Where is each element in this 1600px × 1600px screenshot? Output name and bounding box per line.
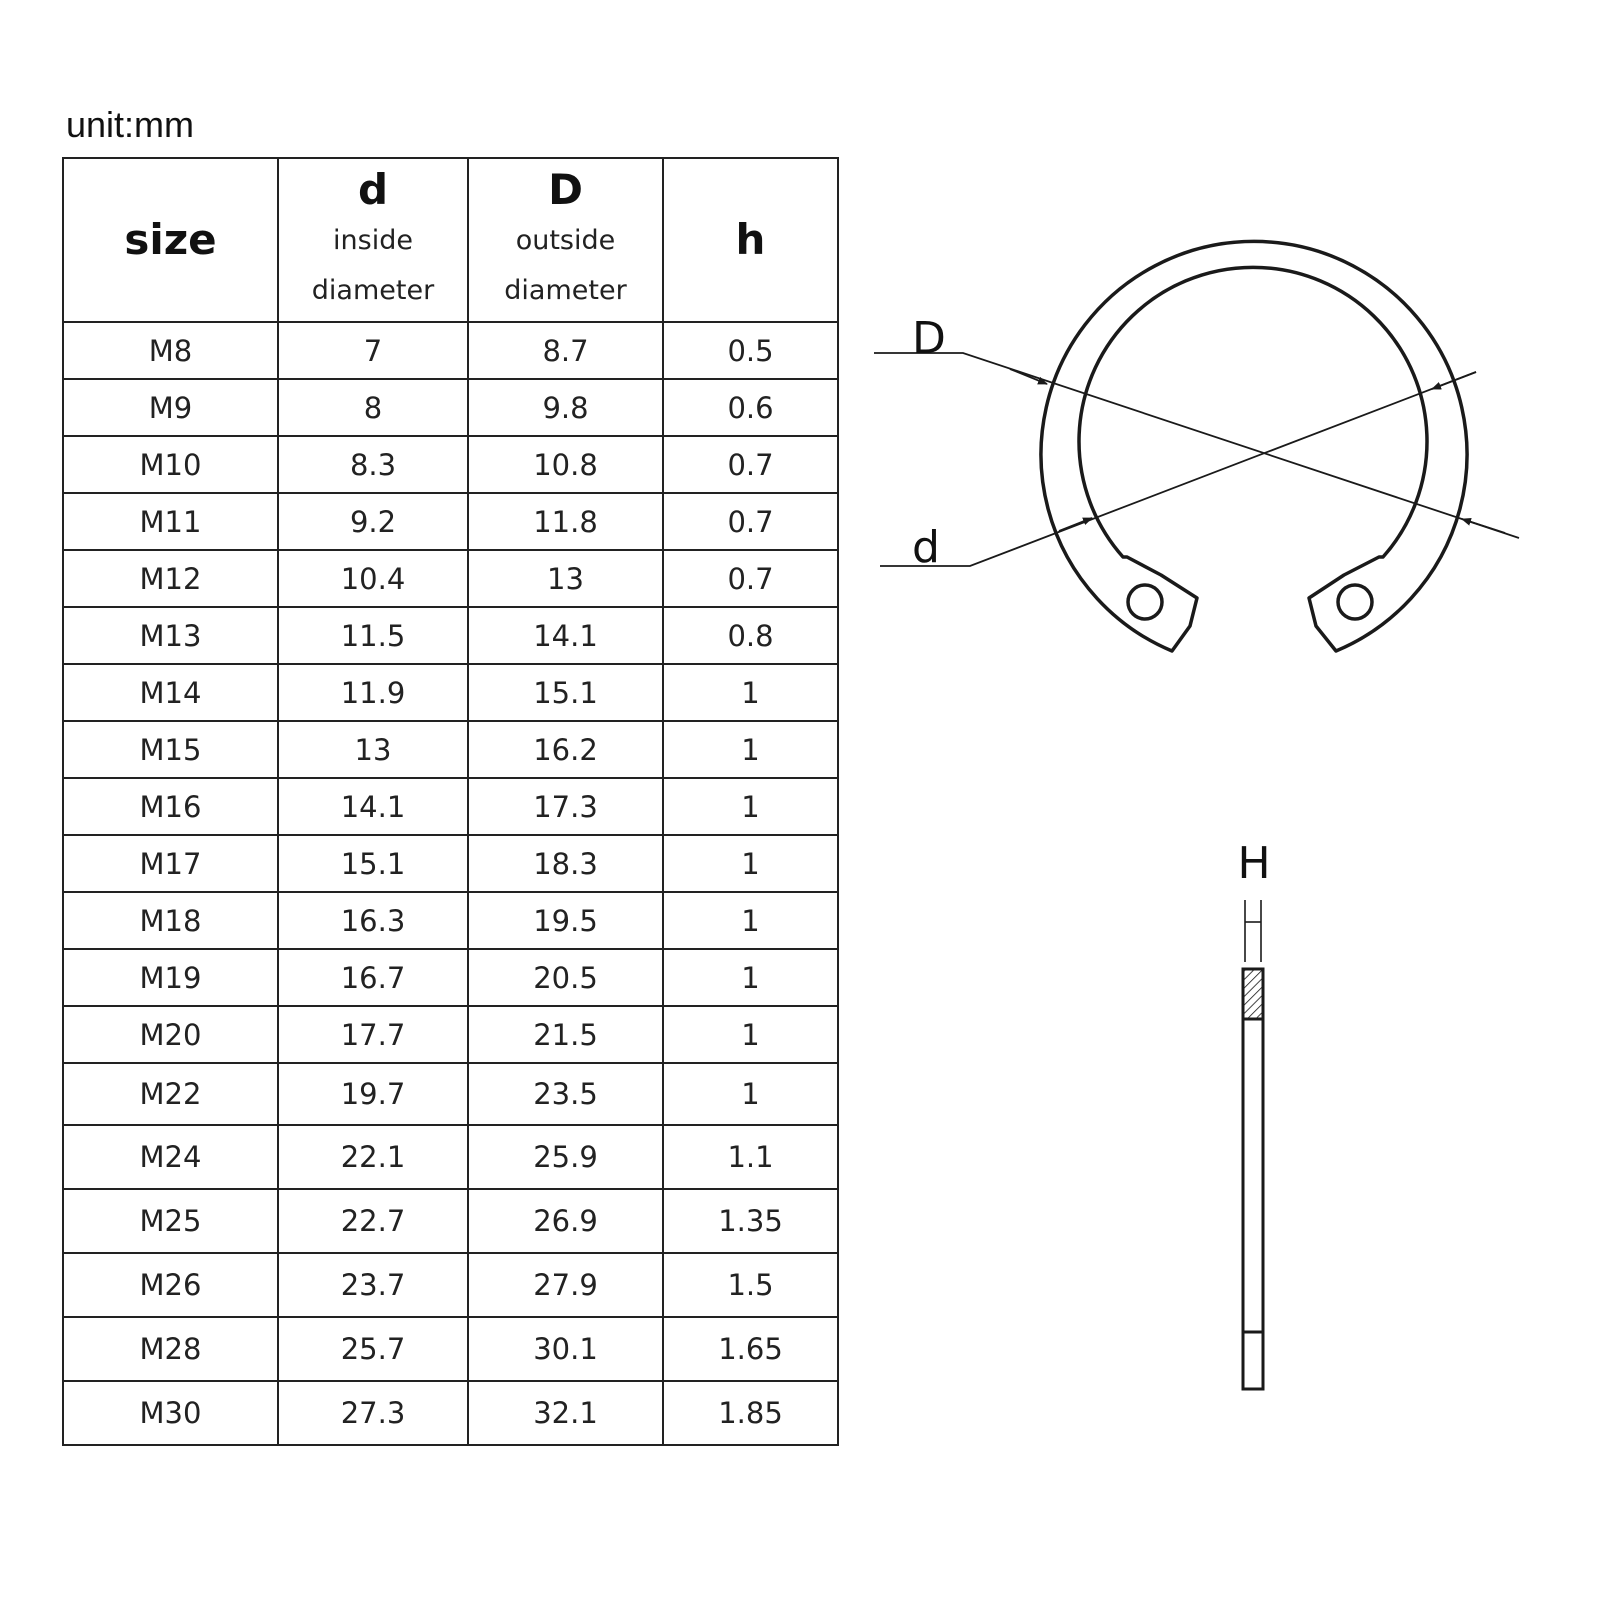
inner-diameter-leader	[880, 372, 1476, 566]
cell-thickness: 1.1	[663, 1125, 838, 1189]
cell-size: M20	[63, 1006, 278, 1063]
cell-inside-diameter: 15.1	[278, 835, 468, 892]
header-d-line1: inside	[333, 225, 413, 256]
cell-thickness: 0.7	[663, 550, 838, 607]
lug-hole-left	[1128, 585, 1162, 619]
cell-size: M13	[63, 607, 278, 664]
cell-thickness: 0.5	[663, 322, 838, 379]
cell-size: M26	[63, 1253, 278, 1317]
cell-thickness: 0.6	[663, 379, 838, 436]
cell-size: M24	[63, 1125, 278, 1189]
cell-inside-diameter: 14.1	[278, 778, 468, 835]
outer-diameter-leader	[874, 353, 1519, 538]
cell-inside-diameter: 11.5	[278, 607, 468, 664]
cell-size: M11	[63, 493, 278, 550]
cell-inside-diameter: 27.3	[278, 1381, 468, 1445]
cell-thickness: 1	[663, 835, 838, 892]
header-D-symbol: D	[548, 165, 583, 214]
cell-inside-diameter: 8	[278, 379, 468, 436]
cell-thickness: 1	[663, 1063, 838, 1125]
outer-diameter-label: D	[912, 313, 946, 364]
cell-inside-diameter: 22.7	[278, 1189, 468, 1253]
lug-hole-right	[1338, 585, 1372, 619]
cell-size: M8	[63, 322, 278, 379]
header-d-symbol: d	[357, 165, 389, 214]
cell-size: M18	[63, 892, 278, 949]
cell-outside-diameter: 32.1	[468, 1381, 663, 1445]
cell-outside-diameter: 11.8	[468, 493, 663, 550]
cell-size: M22	[63, 1063, 278, 1125]
cell-thickness: 0.7	[663, 436, 838, 493]
cell-size: M15	[63, 721, 278, 778]
cell-outside-diameter: 15.1	[468, 664, 663, 721]
outer-diameter-arrow-left	[1010, 369, 1047, 384]
unit-label: unit:mm	[66, 104, 195, 145]
cell-outside-diameter: 18.3	[468, 835, 663, 892]
inner-diameter-arrow-right	[1432, 372, 1476, 389]
cell-outside-diameter: 14.1	[468, 607, 663, 664]
thickness-dimension	[1245, 900, 1261, 962]
cell-thickness: 1	[663, 1006, 838, 1063]
cell-inside-diameter: 11.9	[278, 664, 468, 721]
cell-thickness: 1	[663, 778, 838, 835]
header-D-line2: diameter	[504, 275, 627, 306]
cell-thickness: 1.65	[663, 1317, 838, 1381]
outer-diameter-arrow-right	[1462, 519, 1505, 533]
cell-outside-diameter: 20.5	[468, 949, 663, 1006]
side-body	[1243, 969, 1263, 1389]
cell-size: M14	[63, 664, 278, 721]
cell-inside-diameter: 7	[278, 322, 468, 379]
cell-thickness: 0.8	[663, 607, 838, 664]
ring-top-view	[1041, 241, 1467, 651]
cell-outside-diameter: 13	[468, 550, 663, 607]
cell-size: M25	[63, 1189, 278, 1253]
cell-inside-diameter: 23.7	[278, 1253, 468, 1317]
cell-size: M10	[63, 436, 278, 493]
cell-outside-diameter: 23.5	[468, 1063, 663, 1125]
cell-inside-diameter: 10.4	[278, 550, 468, 607]
ring-outline	[1041, 241, 1467, 651]
cell-inside-diameter: 19.7	[278, 1063, 468, 1125]
cell-inside-diameter: 8.3	[278, 436, 468, 493]
thickness-label: H	[1237, 838, 1271, 889]
header-h-symbol: h	[735, 215, 766, 264]
cell-outside-diameter: 9.8	[468, 379, 663, 436]
ring-side-view	[1243, 969, 1263, 1389]
cell-size: M16	[63, 778, 278, 835]
cell-outside-diameter: 25.9	[468, 1125, 663, 1189]
cell-outside-diameter: 27.9	[468, 1253, 663, 1317]
cell-thickness: 1	[663, 664, 838, 721]
inner-diameter-label: d	[912, 522, 940, 573]
cell-outside-diameter: 8.7	[468, 322, 663, 379]
cell-inside-diameter: 16.7	[278, 949, 468, 1006]
cell-thickness: 1	[663, 949, 838, 1006]
cell-size: M28	[63, 1317, 278, 1381]
dimension-lines	[874, 353, 1519, 566]
side-hatched-section	[1243, 969, 1263, 1019]
cell-outside-diameter: 26.9	[468, 1189, 663, 1253]
cell-outside-diameter: 17.3	[468, 778, 663, 835]
cell-inside-diameter: 9.2	[278, 493, 468, 550]
cell-thickness: 1.85	[663, 1381, 838, 1445]
inner-diameter-arrow-left	[1059, 518, 1092, 531]
header-D-line1: outside	[515, 225, 616, 256]
cell-thickness: 0.7	[663, 493, 838, 550]
header-size-label: size	[124, 215, 217, 264]
cell-outside-diameter: 16.2	[468, 721, 663, 778]
cell-size: M9	[63, 379, 278, 436]
cell-thickness: 1.35	[663, 1189, 838, 1253]
header-d-line2: diameter	[311, 275, 435, 306]
cell-outside-diameter: 10.8	[468, 436, 663, 493]
cell-outside-diameter: 30.1	[468, 1317, 663, 1381]
cell-thickness: 1	[663, 892, 838, 949]
cell-thickness: 1	[663, 721, 838, 778]
cell-thickness: 1.5	[663, 1253, 838, 1317]
cell-size: M12	[63, 550, 278, 607]
cell-size: M30	[63, 1381, 278, 1445]
cell-size: M17	[63, 835, 278, 892]
cell-outside-diameter: 19.5	[468, 892, 663, 949]
cell-inside-diameter: 22.1	[278, 1125, 468, 1189]
cell-inside-diameter: 17.7	[278, 1006, 468, 1063]
cell-outside-diameter: 21.5	[468, 1006, 663, 1063]
cell-inside-diameter: 16.3	[278, 892, 468, 949]
cell-inside-diameter: 25.7	[278, 1317, 468, 1381]
cell-size: M19	[63, 949, 278, 1006]
cell-inside-diameter: 13	[278, 721, 468, 778]
